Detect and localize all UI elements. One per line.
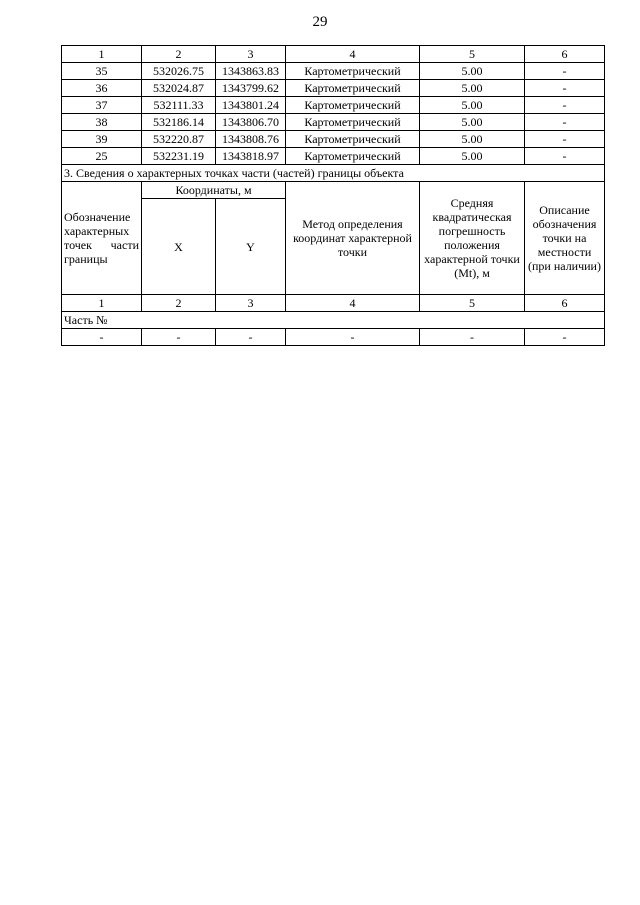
- table-row: [62, 131, 605, 148]
- method: Картометрический: [286, 148, 420, 165]
- header-point-designation: Обозначение характерных точек части границы: [62, 182, 142, 295]
- empty-cell: -: [142, 329, 216, 346]
- empty-cell: -: [62, 329, 142, 346]
- coord-x: 532220.87: [142, 131, 216, 148]
- method: Картометрический: [286, 114, 420, 131]
- column-num: 1: [62, 295, 142, 312]
- method: Картометрический: [286, 97, 420, 114]
- coord-y: 1343806.70: [216, 114, 286, 131]
- description: -: [525, 114, 605, 131]
- point-id: 38: [62, 114, 142, 131]
- description: -: [525, 80, 605, 97]
- method: Картометрический: [286, 63, 420, 80]
- part-label-row: [62, 312, 605, 329]
- column-num: 4: [286, 295, 420, 312]
- section-header-row-1: [62, 182, 605, 199]
- section-title-row: [62, 165, 605, 182]
- coord-x: 532231.19: [142, 148, 216, 165]
- part-label: Часть №: [62, 312, 605, 329]
- table-header-numbers: [62, 46, 605, 63]
- method: Картометрический: [286, 131, 420, 148]
- coord-x: 532026.75: [142, 63, 216, 80]
- coord-x: 532024.87: [142, 80, 216, 97]
- description: -: [525, 97, 605, 114]
- coord-y: 1343801.24: [216, 97, 286, 114]
- header-num: 6: [525, 46, 605, 63]
- accuracy: 5.00: [420, 63, 525, 80]
- point-id: 36: [62, 80, 142, 97]
- column-num: 6: [525, 295, 605, 312]
- description: -: [525, 131, 605, 148]
- header-num: 2: [142, 46, 216, 63]
- header-num: 3: [216, 46, 286, 63]
- header-num: 1: [62, 46, 142, 63]
- table-row: [62, 148, 605, 165]
- section-title: 3. Сведения о характерных точках части (частей) границы объекта: [62, 165, 605, 182]
- coord-y: 1343863.83: [216, 63, 286, 80]
- empty-cell: -: [286, 329, 420, 346]
- accuracy: 5.00: [420, 148, 525, 165]
- point-id: 25: [62, 148, 142, 165]
- accuracy: 5.00: [420, 80, 525, 97]
- method: Картометрический: [286, 80, 420, 97]
- point-id: 37: [62, 97, 142, 114]
- table-row: [62, 63, 605, 80]
- header-num: 5: [420, 46, 525, 63]
- coord-y: 1343808.76: [216, 131, 286, 148]
- empty-cell: -: [525, 329, 605, 346]
- accuracy: 5.00: [420, 114, 525, 131]
- header-method: Метод определения координат характерной точки: [286, 182, 420, 295]
- column-num: 5: [420, 295, 525, 312]
- page-number: 29: [312, 14, 328, 30]
- coord-y: 1343818.97: [216, 148, 286, 165]
- table-row: [62, 114, 605, 131]
- empty-cell: -: [216, 329, 286, 346]
- column-num: 3: [216, 295, 286, 312]
- accuracy: 5.00: [420, 97, 525, 114]
- header-coordinates-group: Координаты, м: [142, 182, 286, 199]
- accuracy: 5.00: [420, 131, 525, 148]
- coord-x: 532186.14: [142, 114, 216, 131]
- coord-x: 532111.33: [142, 97, 216, 114]
- point-id: 35: [62, 63, 142, 80]
- empty-cell: -: [420, 329, 525, 346]
- boundary-points-table: [61, 45, 605, 346]
- description: -: [525, 63, 605, 80]
- table-row: [62, 97, 605, 114]
- header-y: Y: [216, 199, 286, 295]
- point-id: 39: [62, 131, 142, 148]
- header-accuracy: Средняя квадратическая погрешность положения характерной точки (Mt), м: [420, 182, 525, 295]
- header-description: Описание обозначения точки на местности (при наличии): [525, 182, 605, 295]
- column-num: 2: [142, 295, 216, 312]
- header-x: X: [142, 199, 216, 295]
- coord-y: 1343799.62: [216, 80, 286, 97]
- description: -: [525, 148, 605, 165]
- table-row: [62, 80, 605, 97]
- header-num: 4: [286, 46, 420, 63]
- section-column-numbers: [62, 295, 605, 312]
- table-row: [62, 329, 605, 346]
